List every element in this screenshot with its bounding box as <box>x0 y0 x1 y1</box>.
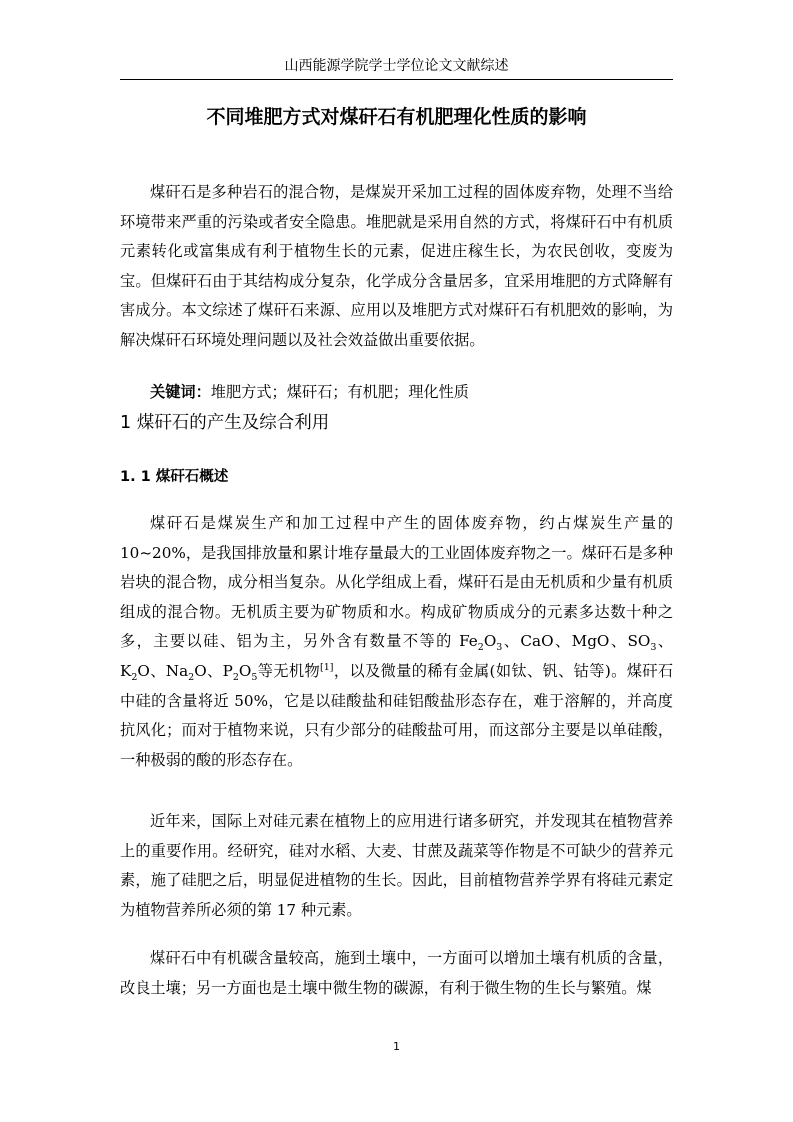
formula-sub: 2 <box>477 642 484 654</box>
body-paragraph-2: 近年来，国际上对硅元素在植物上的应用进行诸多研究，并发现其在植物营养上的重要作用。经研究，硅对水稻、大麦、甘蔗及蔬菜等作物是不可缺少的营养元素，施了硅肥之后，明显促进植物的生长。因此，目前植物营养学界有将硅元素定为植物营养所必须的第 17 种元素。 <box>120 812 673 919</box>
body-paragraph-1 <box>120 509 673 775</box>
formula-sub: 2 <box>232 672 239 683</box>
formula-fe: Fe <box>459 632 478 651</box>
para1-text-b: ，以及微量的稀有金属(如钛、钒、钴等)。煤矸石中硅的含量将近 50%，它是以硅酸盐和硅铝酸盐形态存在，难于溶解的，并高度抗风化；而对于植物来说，只有少部分的硅酸盐可用，而这部分主要是以单硅酸，一种极弱的酸的形态存在。 <box>120 661 674 769</box>
formula-o: O <box>238 661 252 680</box>
formula-sub: 3 <box>496 642 503 654</box>
keywords-text: 堆肥方式；煤矸石；有机肥；理化性质 <box>210 383 469 401</box>
page-number: 1 <box>393 1040 400 1053</box>
para1-text: 等无机物 <box>257 661 321 680</box>
abstract-paragraph: 煤矸石是多种岩石的混合物，是煤炭开采加工过程的固体废弃物，处理不当给环境带来严重的污染或者安全隐患。堆肥就是采用自然的方式，将煤矸石中有机质元素转化或富集成有利于植物生长的元素，促进庄稼生长，为农民创收，变废为宝。但煤矸石由于其结构成分复杂，化学成分含量居多，宜采用堆肥的方式降解有害成分。本文综述了煤矸石来源、应用以及堆肥方式对煤矸石有机肥效的影响，为解决煤矸石环境处理问题以及社会效益做出重要依据。 <box>120 183 673 349</box>
para1-text: O、P <box>194 661 233 680</box>
para1-text: 、K <box>120 632 673 680</box>
para1-text: O、Na <box>137 661 189 680</box>
section-1-heading: 1 煤矸石的产生及综合利用 <box>120 413 330 433</box>
paper-title: 不同堆肥方式对煤矸石有机肥理化性质的影响 <box>206 106 587 128</box>
running-header: 山西能源学院学士学位论文文献综述 <box>284 58 509 74</box>
header-rule <box>120 79 673 80</box>
formula-sub: 2 <box>131 672 138 683</box>
para1-text: 、CaO、MgO、SO <box>502 632 651 651</box>
para1-text-a: 煤矸石是煤炭生产和加工过程中产生的固体废弃物，约占煤炭生产量的 10~20%，是我国排放量和累计堆存量最大的工业固体废弃物之一。煤矸石是多种岩块的混合物，成分相当复杂。从化学组成上看，煤矸石是由无机质和少量有机质组成的混合物。无机质主要为矿物质和水。构成矿物质成分的元素多达数十种之多，主要以硅、铝为主，另外含有数量不等的 <box>120 514 673 651</box>
formula-sub: 5 <box>251 672 258 683</box>
formula-o: O <box>483 632 497 651</box>
section-1-1-heading: 1. 1 煤矸石概述 <box>120 469 229 485</box>
keywords-label: 关键词： <box>150 383 211 401</box>
citation-1[interactable]: [1] <box>320 661 334 673</box>
formula-sub: 3 <box>650 642 657 654</box>
keywords-line <box>120 378 673 408</box>
body-paragraph-3: 煤矸石中有机碳含量较高，施到土壤中，一方面可以增加土壤有机质的含量，改良土壤；另一方面也是土壤中微生物的碳源，有利于微生物的生长与繁殖。煤 <box>120 949 673 997</box>
formula-sub: 2 <box>188 672 195 683</box>
